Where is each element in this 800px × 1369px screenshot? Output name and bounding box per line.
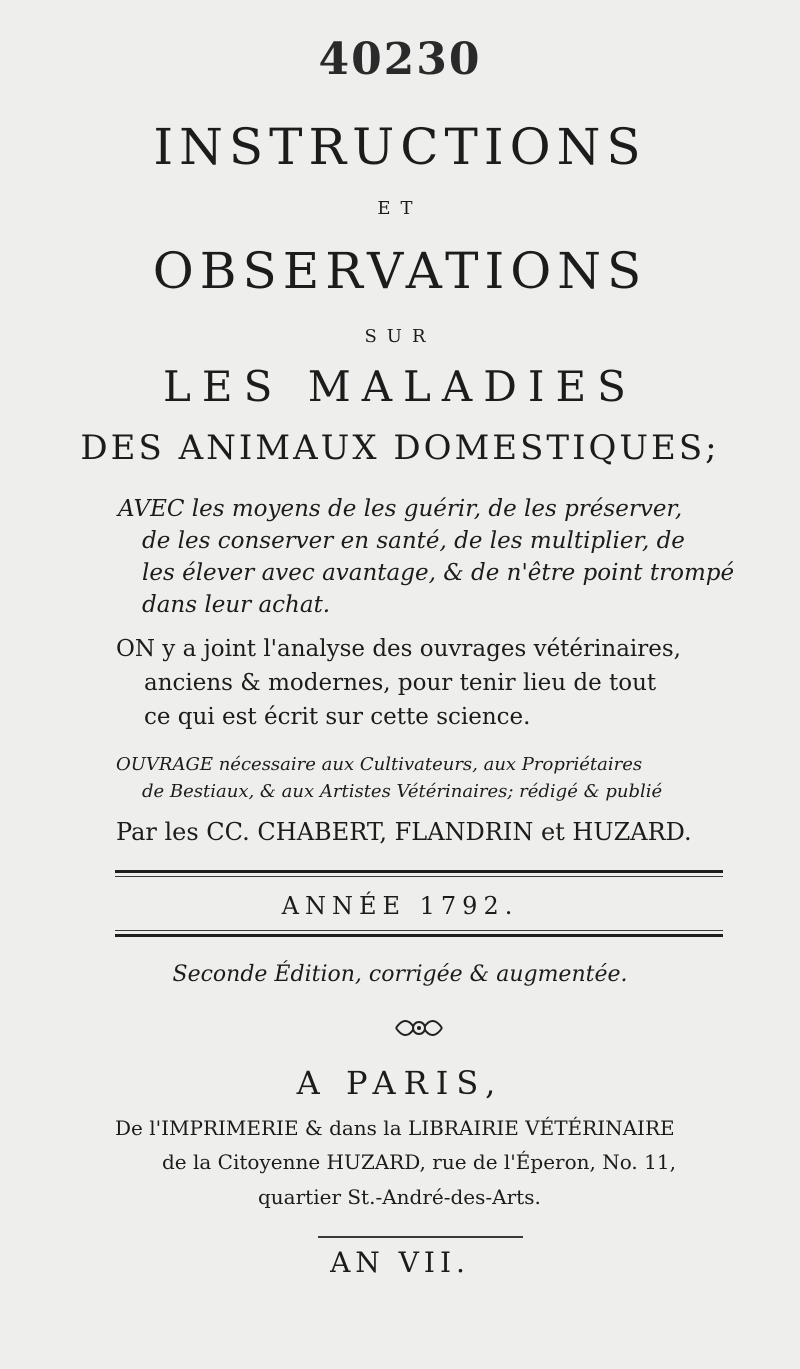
publisher-line-1: De l'IMPRIMERIE & dans la LIBRAIRIE VÉTÉRINAIRE [115,1116,675,1140]
subtitle-line-4: dans leur achat. [142,592,331,618]
top-rule-thin [115,876,723,877]
date-rule [318,1236,523,1238]
date-line: AN VII. [330,1246,470,1279]
place-line: A PARIS, [296,1064,504,1102]
edition-line: Seconde Édition, corrigée & augmentée. [172,962,628,987]
bottom-rule [115,934,723,937]
title-line-sur: SUR [364,326,436,347]
top-rule [115,870,723,873]
purpose-line-1: OUVRAGE nécessaire aux Cultivateurs, aux Propriétaires [116,754,643,775]
analysis-line-1: ON y a joint l'analyse des ouvrages vétérinaires, [116,636,681,662]
subtitle-line-1: AVEC les moyens de les guérir, de les préserver, [118,496,683,522]
library-stamp-number: 40230 [318,34,482,85]
subtitle-line-2: de les conserver en santé, de les multiplier, de [142,528,685,554]
authors-line: Par les CC. CHABERT, FLANDRIN et HUZARD. [116,818,692,846]
subtitle-line-3: les élever avec avantage, & de n'être point trompé [142,560,735,586]
analysis-line-2: anciens & modernes, pour tenir lieu de tout [144,670,657,696]
title-line-instructions: INSTRUCTIONS [153,118,647,176]
title-line-et: ET [377,198,423,219]
printers-ornament [392,1015,446,1041]
title-line-animaux: DES ANIMAUX DOMESTIQUES; [80,428,720,468]
analysis-line-3: ce qui est écrit sur cette science. [144,704,531,730]
bottom-rule-thin [115,930,723,931]
publisher-line-2: de la Citoyenne HUZARD, rue de l'Éperon, No. 11, [162,1150,676,1174]
title-line-maladies: LES MALADIES [163,362,637,411]
title-line-observations: OBSERVATIONS [152,242,648,300]
publisher-line-3: quartier St.-André-des-Arts. [258,1185,541,1209]
purpose-line-2: de Bestiaux, & aux Artistes Vétérinaires; rédigé & publié [142,781,663,802]
year-line: ANNÉE 1792. [281,892,519,920]
